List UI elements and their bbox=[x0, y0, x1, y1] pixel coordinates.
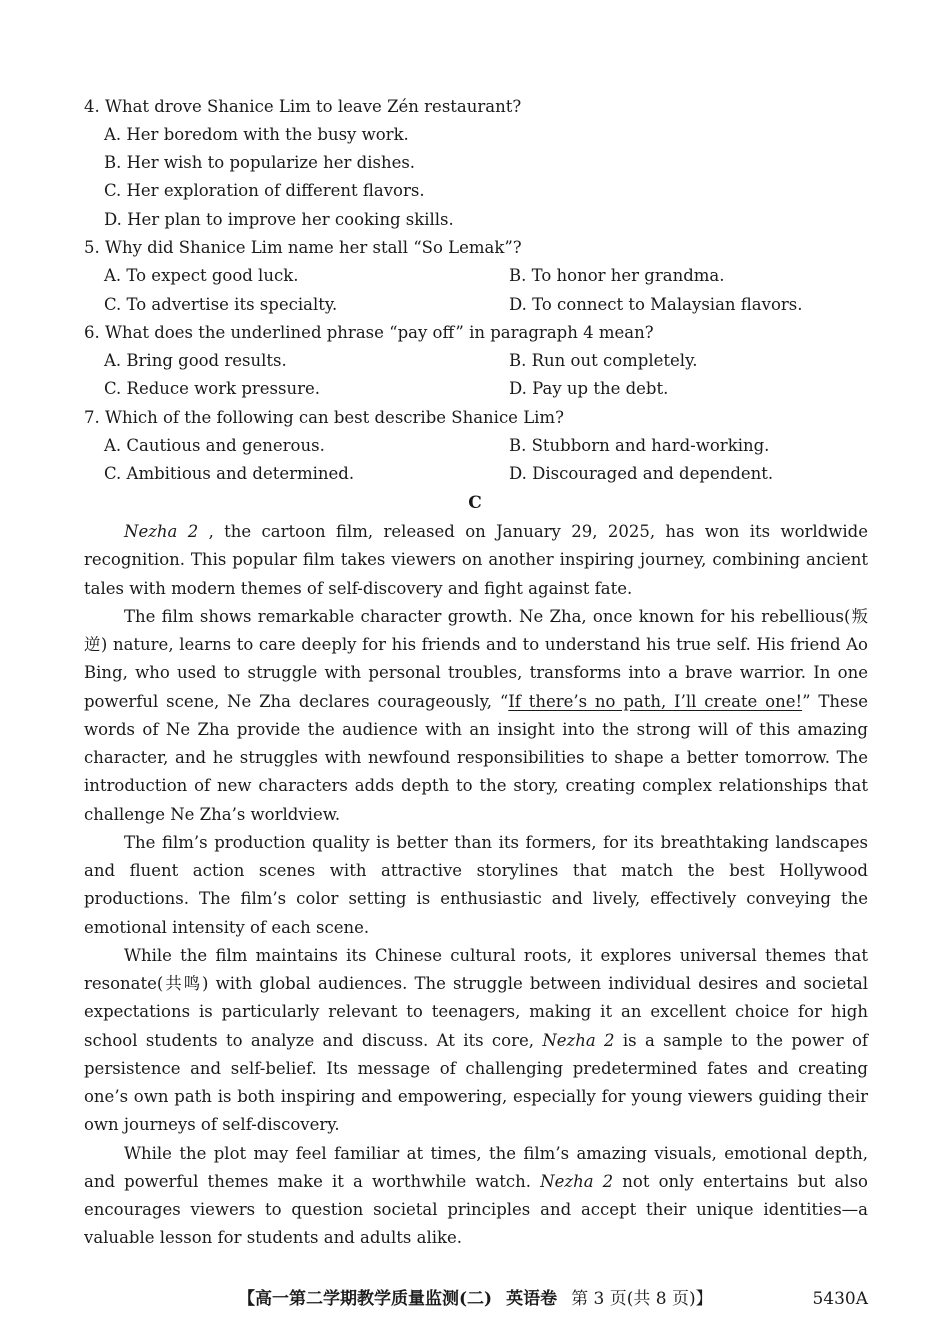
passage-paragraph-4 bbox=[84, 942, 868, 1140]
question-5-stem: 5. Why did Shanice Lim name her stall “So Lemak”? bbox=[84, 238, 522, 257]
reading-passage bbox=[84, 518, 868, 1253]
question-7-stem: 7. Which of the following can best describe Shanice Lim? bbox=[84, 408, 564, 427]
question-7-option-d: D. Discouraged and dependent. bbox=[509, 464, 774, 483]
passage-paragraph-5 bbox=[84, 1140, 868, 1253]
question-4-option-d: D. Her plan to improve her cooking skills. bbox=[104, 210, 454, 229]
passage-paragraph-2 bbox=[84, 603, 868, 829]
paragraph-text: is a sample to the power of persistence and self-belief. Its message of challenging predetermined fates and creating one’s own path is both inspiring and empowering, especially for young viewers guiding their own journeys of self-discovery. bbox=[84, 1030, 869, 1135]
paragraph-text: The film shows remarkable character growth. Ne Zha, once known for his rebellious(叛逆) nature, learns to care deeply for his friends and to understand his true self. His friend Ao Bing, who used to struggle with personal troubles, transforms into a brave warrior. In one powerful scene, Ne Zha declares courageously, “ bbox=[84, 606, 868, 711]
question-5-option-a: A. To expect good luck. bbox=[104, 266, 299, 285]
paragraph-text: While the film maintains its Chinese cultural roots, it explores universal themes that resonate(共鸣) with global audiences. The struggle between individual desires and societal expectations is particularly relevant to teenagers, making it an excellent choice for high school students to analyze and discuss. At its core, bbox=[84, 945, 868, 1050]
film-title: Nezha 2 bbox=[542, 1030, 615, 1050]
footer-paper-code: 5430A bbox=[812, 1289, 868, 1309]
question-6-option-a: A. Bring good results. bbox=[104, 351, 287, 370]
question-6-stem: 6. What does the underlined phrase “pay off” in paragraph 4 mean? bbox=[84, 323, 654, 342]
question-6-option-c: C. Reduce work pressure. bbox=[104, 379, 321, 398]
footer-subject: 英语卷 bbox=[506, 1289, 558, 1309]
question-5-option-d: D. To connect to Malaysian flavors. bbox=[509, 295, 803, 314]
passage-paragraph-3: The film’s production quality is better than its formers, for its breathtaking landscapes and fluent action scenes with attractive storylines that match the best Hollywood productions. The film’s color setting is enthusiastic and lively, effectively conveying the emotional intensity of each scene. bbox=[84, 832, 868, 937]
footer-exam-info bbox=[238, 1287, 713, 1311]
page-footer bbox=[0, 1287, 950, 1311]
question-5-option-c: C. To advertise its specialty. bbox=[104, 295, 338, 314]
question-6-option-d: D. Pay up the debt. bbox=[509, 379, 669, 398]
question-4-option-c: C. Her exploration of different flavors. bbox=[104, 181, 425, 200]
paragraph-text: While the plot may feel familiar at times, the film’s amazing visuals, emotional depth, and powerful themes make it a worthwhile watch. bbox=[84, 1143, 868, 1191]
question-4-option-b: B. Her wish to popularize her dishes. bbox=[104, 153, 416, 172]
footer-page-number: 第 3 页(共 8 页)】 bbox=[571, 1289, 713, 1309]
question-4-option-a: A. Her boredom with the busy work. bbox=[104, 125, 409, 144]
underlined-quote: If there’s no path, I’ll create one! bbox=[508, 691, 803, 711]
passage-paragraph-1 bbox=[84, 518, 868, 603]
film-title: Nezha 2 bbox=[124, 522, 199, 541]
question-4-stem: 4. What drove Shanice Lim to leave Zén restaurant? bbox=[84, 97, 522, 116]
question-7-option-b: B. Stubborn and hard-working. bbox=[509, 436, 770, 455]
question-6-option-b: B. Run out completely. bbox=[509, 351, 698, 370]
paragraph-text: not only entertains but also encourages viewers to question societal principles and accept their unique identities—a valuable lesson for students and adults alike. bbox=[84, 1171, 868, 1248]
question-5-option-b: B. To honor her grandma. bbox=[509, 266, 725, 285]
paragraph-text: ” These words of Ne Zha provide the audience with an insight into the strong will of this amazing character, and he struggles with newfound responsibilities to shape a better tomorrow. The introduction of new characters adds depth to the story, creating complex relationships that challenge Ne Zha’s worldview. bbox=[84, 691, 869, 824]
footer-exam-name: 【高一第二学期教学质量监测(二) bbox=[238, 1289, 493, 1309]
film-title: Nezha 2 bbox=[540, 1171, 614, 1191]
section-heading: C bbox=[468, 493, 482, 513]
question-7-option-a: A. Cautious and generous. bbox=[104, 436, 325, 455]
paragraph-text: , the cartoon film, released on January 29, 2025, has won its worldwide recognition. This popular film takes viewers on another inspiring journey, combining ancient tales with modern themes of self-discovery and fight against fate. bbox=[84, 522, 868, 598]
question-7-option-c: C. Ambitious and determined. bbox=[104, 464, 355, 483]
